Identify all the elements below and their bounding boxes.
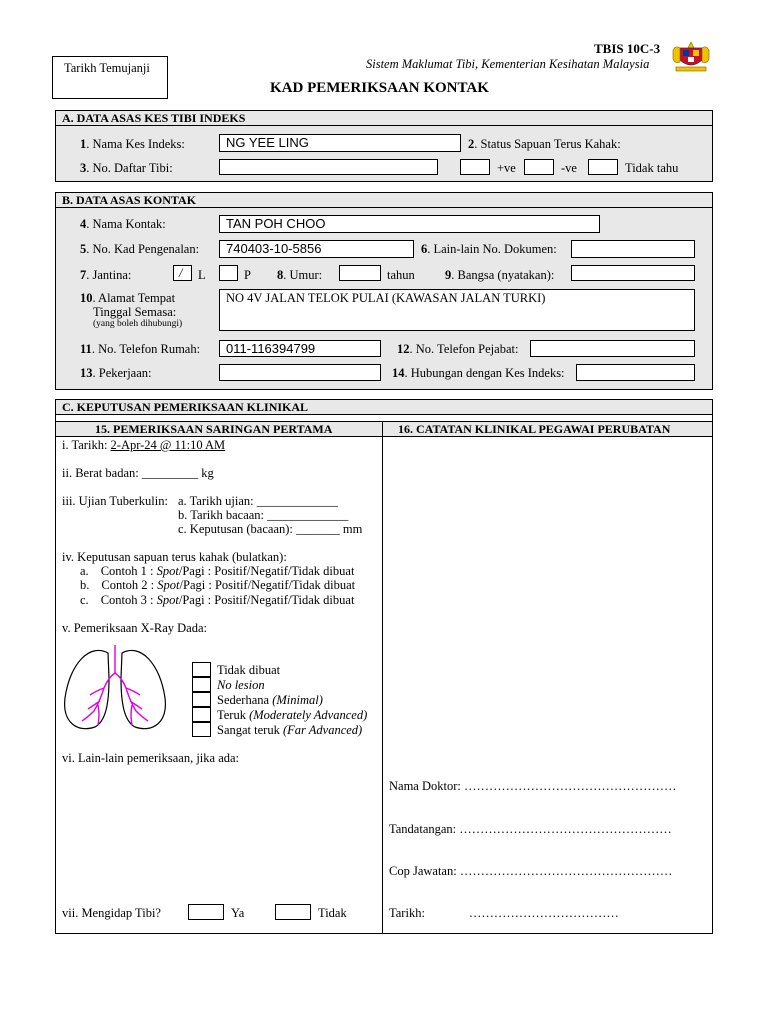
field9-label: 9. Bangsa (nyatakan): [445, 268, 555, 282]
tuberculin-read-date: b. Tarikh bacaan: _____________ [178, 508, 349, 522]
field11-label: 11. No. Telefon Rumah: [80, 342, 201, 356]
xray-not-done-label: Tidak dibuat [217, 663, 281, 677]
field13-label: 13. Pekerjaan: [80, 366, 152, 380]
smear-negative-label: -ve [561, 161, 577, 175]
field12-label: 12. No. Telefon Pejabat: [397, 342, 519, 356]
index-case-name-field[interactable]: NG YEE LING [219, 134, 461, 152]
has-tb-yes-checkbox[interactable] [188, 904, 224, 920]
sputum-row-2: b. Contoh 2 : Spot/Pagi : Positif/Negatif/Tidak dibuat [80, 578, 356, 592]
has-tb-no-checkbox[interactable] [275, 904, 311, 920]
office-phone-field[interactable] [530, 340, 695, 357]
field8-label: 8. Umur: [277, 268, 323, 282]
smear-positive-label: +ve [497, 161, 516, 175]
appointment-date-label: Tarikh Temujanji [64, 61, 150, 75]
appointment-date-box [52, 56, 168, 99]
lungs-diagram-icon [60, 643, 170, 738]
sputum-label: iv. Keputusan sapuan terus kahak (bulatkan): [62, 550, 287, 564]
ic-number-field[interactable]: 740403-10-5856 [219, 240, 414, 258]
malaysia-coat-of-arms-icon [670, 40, 712, 74]
smear-unknown-checkbox[interactable] [588, 159, 618, 175]
tb-register-number-field[interactable] [219, 159, 438, 175]
xray-moderate-label: Teruk (Moderately Advanced) [217, 708, 368, 722]
field14-label: 14. Hubungan dengan Kes Indeks: [392, 366, 565, 380]
sputum-row-3: c. Contoh 3 : Spot/Pagi : Positif/Negatif/Tidak dibuat [80, 593, 355, 607]
gender-female-label: P [244, 268, 251, 282]
xray-label: v. Pemeriksaan X-Ray Dada: [62, 621, 207, 635]
has-tb-no-label: Tidak [318, 906, 347, 920]
gender-male-checkbox[interactable] [173, 265, 192, 281]
xray-moderate-checkbox[interactable] [192, 707, 211, 722]
home-phone-field[interactable]: 011-116394799 [219, 340, 381, 357]
address-field[interactable]: NO 4V JALAN TELOK PULAI (KAWASAN JALAN TURKI) [219, 289, 695, 331]
section-a-title: A. DATA ASAS KES TIBI INDEKS [56, 111, 712, 126]
xray-minimal-checkbox[interactable] [192, 692, 211, 707]
age-field[interactable] [339, 265, 381, 281]
field1-label: 1. Nama Kes Indeks: [80, 137, 185, 151]
race-field[interactable] [571, 265, 695, 281]
age-unit-label: tahun [387, 268, 415, 282]
smear-unknown-label: Tidak tahu [625, 161, 679, 175]
section-c-title: C. KEPUTUSAN PEMERIKSAAN KLINIKAL [62, 400, 309, 414]
weight-row: ii. Berat badan: _________ kg [62, 466, 214, 480]
stamp-row: Cop Jawatan: …………………………………………… [389, 864, 673, 878]
screening-heading: 15. PEMERIKSAAN SARINGAN PERTAMA [95, 422, 333, 436]
exam-date-value: 2-Apr-24 @ 11:10 AM [110, 438, 226, 452]
tuberculin-result: c. Keputusan (bacaan): _______ mm [178, 522, 363, 536]
page-title: KAD PEMERIKSAAN KONTAK [270, 80, 489, 96]
gender-male-label: L [198, 268, 206, 282]
tuberculin-label: iii. Ujian Tuberkulin: [62, 494, 168, 508]
field7-label: 7. Jantina: [80, 268, 132, 282]
exam-date-row: i. Tarikh: 2-Apr-24 @ 11:10 AM [62, 438, 226, 452]
field6-label: 6. Lain-lain No. Dokumen: [421, 242, 557, 256]
gender-male-mark: / [179, 266, 183, 280]
column-divider [382, 421, 383, 934]
contact-name-field[interactable]: TAN POH CHOO [219, 215, 600, 233]
has-tb-yes-label: Ya [231, 906, 245, 920]
other-document-number-field[interactable] [571, 240, 695, 258]
field4-label: 4. Nama Kontak: [80, 217, 166, 231]
field10-note: (yang boleh dihubungi) [93, 319, 183, 329]
signature-row: Tandatangan: …………………………………………… [389, 822, 672, 836]
field10-label: 10. Alamat Tempat [80, 291, 176, 305]
occupation-field[interactable] [219, 364, 381, 381]
smear-positive-checkbox[interactable] [460, 159, 490, 175]
has-tb-label: vii. Mengidap Tibi? [62, 906, 161, 920]
field3-label: 3. No. Daftar Tibi: [80, 161, 173, 175]
gender-female-checkbox[interactable] [219, 265, 238, 281]
relationship-field[interactable] [576, 364, 695, 381]
xray-no-lesion-checkbox[interactable] [192, 677, 211, 692]
sputum-row-1: a. Contoh 1 : Spot/Pagi : Positif/Negatif/Tidak dibuat [80, 564, 355, 578]
section-c-header [55, 399, 713, 415]
form-code: TBIS 10C-3 [594, 41, 661, 56]
doctor-name-row: Nama Doktor: …………………………………………… [389, 779, 677, 793]
field2-label: 2. Status Sapuan Terus Kahak: [468, 137, 621, 151]
smear-negative-checkbox[interactable] [524, 159, 554, 175]
xray-minimal-label: Sederhana (Minimal) [217, 693, 323, 707]
xray-no-lesion-label: No lesion [217, 678, 265, 692]
section-b-title: B. DATA ASAS KONTAK [56, 193, 712, 208]
xray-far-advanced-label: Sangat teruk (Far Advanced) [217, 723, 363, 737]
clinical-notes-heading: 16. CATATAN KLINIKAL PEGAWAI PERUBATAN [398, 422, 671, 436]
field10-label-line2: Tinggal Semasa: [93, 305, 177, 319]
xray-far-advanced-checkbox[interactable] [192, 722, 211, 737]
tuberculin-test-date: a. Tarikh ujian: _____________ [178, 494, 338, 508]
system-name: Sistem Maklumat Tibi, Kementerian Kesihatan Malaysia [366, 57, 650, 71]
field5-label: 5. No. Kad Pengenalan: [80, 242, 200, 256]
xray-not-done-checkbox[interactable] [192, 662, 211, 677]
sign-date-row: Tarikh: ……………………………… [389, 906, 619, 920]
other-exams-label: vi. Lain-lain pemeriksaan, jika ada: [62, 751, 240, 765]
